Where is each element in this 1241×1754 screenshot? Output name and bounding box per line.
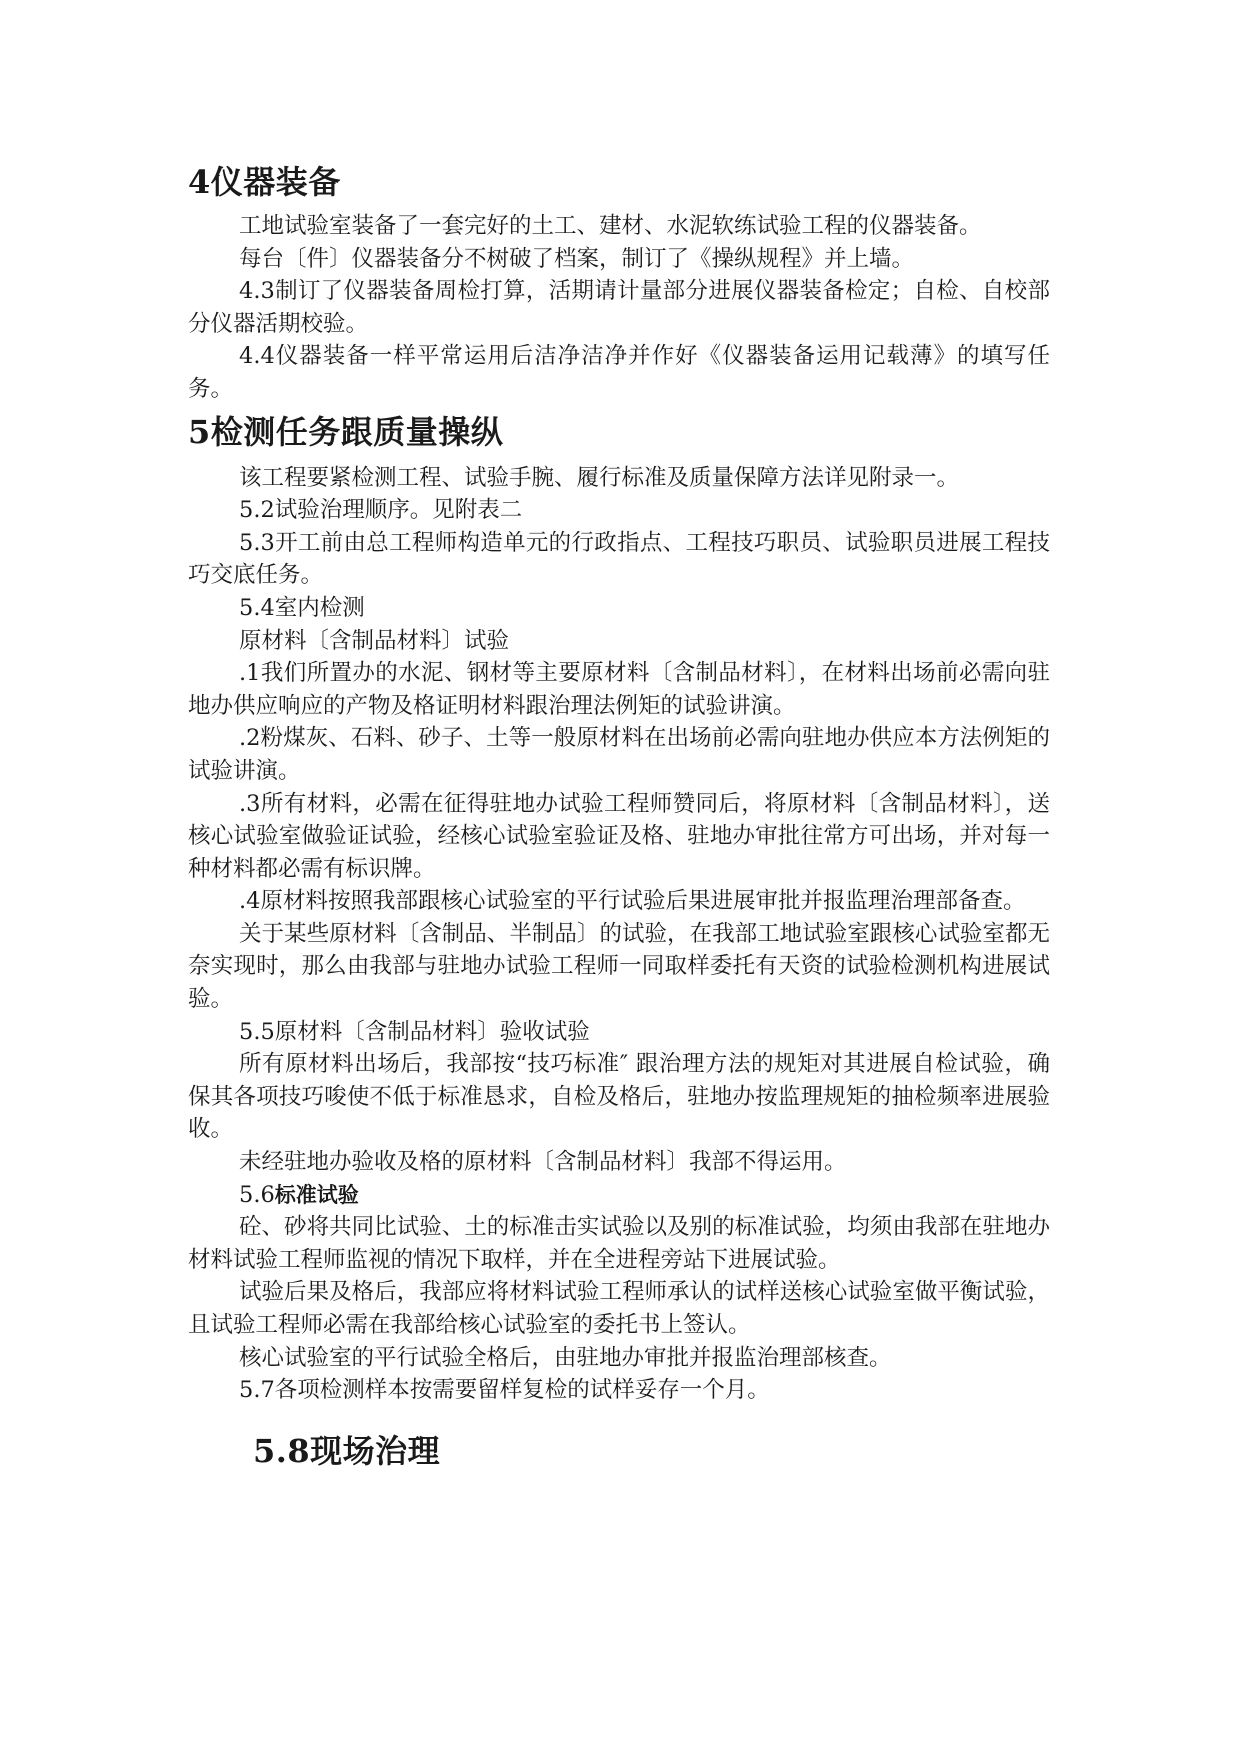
paragraph: .3所有材料，必需在征得驻地办试验工程师赞同后，将原材料〔含制品材料〕，送核心试验室做验证试验，经核心试验室验证及格、驻地办审批往常方可出场，并对每一种材料都必需有标识牌。 bbox=[188, 790, 1050, 882]
paragraph: 该工程要紧检测工程、试验手腕、履行标准及质量保障方法详见附录一。 bbox=[239, 464, 960, 491]
paragraph: 试验后果及格后，我部应将材料试验工程师承认的试样送核心试验室做平衡试验，且试验工程师必需在我部给核心试验室的委托书上签认。 bbox=[188, 1279, 1050, 1338]
paragraph: .4原材料按照我部跟核心试验室的平行试验后果进展审批并报监理治理部备查。 bbox=[239, 888, 1026, 915]
section-5-8-heading: 5.8现场治理 bbox=[253, 1431, 441, 1470]
paragraph: 每台〔件〕仪器装备分不树破了档案，制订了《操纵规程》并上墙。 bbox=[239, 245, 915, 272]
paragraph: 5.2试验治理顺序。见附表二 bbox=[239, 497, 523, 524]
paragraph: 工地试验室装备了一套完好的土工、建材、水泥软练试验工程的仪器装备。 bbox=[239, 213, 982, 239]
paragraph: 原材料〔含制品材料〕试验 bbox=[239, 627, 510, 654]
paragraph: 核心试验室的平行试验全格后，由驻地办审批并报监治理部核查。 bbox=[239, 1344, 892, 1371]
paragraph: 砼、砂将共同比试验、土的标准击实试验以及别的标准试验，均须由我部在驻地办材料试验工程师监视的情况下取样，并在全进程旁站下进展试验。 bbox=[188, 1214, 1050, 1273]
subsection-number: 5.6 bbox=[239, 1181, 275, 1208]
paragraph: .2粉煤灰、石料、砂子、土等一般原材料在出场前必需向驻地办供应本方法例矩的试验讲演。 bbox=[188, 725, 1050, 784]
paragraph: 5.4室内检测 bbox=[239, 594, 365, 621]
paragraph: 5.7各项检测样本按需要留样复检的试样妥存一个月。 bbox=[239, 1377, 770, 1404]
subsection-5-6-heading bbox=[188, 1179, 1050, 1212]
paragraph: 未经驻地办验收及格的原材料〔含制品材料〕我部不得运用。 bbox=[239, 1149, 847, 1176]
paragraph: .1我们所置办的水泥、钢材等主要原材料〔含制品材料〕，在材料出场前必需向驻地办供应响应的产物及格证明材料跟治理法例矩的试验讲演。 bbox=[188, 660, 1050, 719]
paragraph: 关于某些原材料〔含制品、半制品〕的试验，在我部工地试验室跟核心试验室都无奈实现时，那么由我部与驻地办试验工程师一同取样委托有天资的试验检测机构进展试验。 bbox=[188, 920, 1050, 1013]
paragraph: 4.3制订了仪器装备周检打算，活期请计量部分进展仪器装备检定；自检、自校部分仪器活期校验。 bbox=[188, 278, 1050, 337]
subsection-title: 标准试验 bbox=[274, 1182, 359, 1207]
section-4-heading: 4仪器装备 bbox=[188, 163, 341, 201]
paragraph: 5.3开工前由总工程师构造单元的行政指点、工程技巧职员、试验职员进展工程技巧交底任务。 bbox=[188, 529, 1050, 589]
section-5-heading: 5检测任务跟质量操纵 bbox=[188, 412, 504, 451]
paragraph: 所有原材料出场后，我部按“技巧标准″ 跟治理方法的规矩对其进展自检试验，确保其各项技巧唆使不低于标准恳求，自检及格后，驻地办按监理规矩的抽检频率进展验收。 bbox=[188, 1051, 1050, 1143]
document-content bbox=[188, 160, 1050, 1473]
paragraph: 5.5原材料〔含制品材料〕验收试验 bbox=[239, 1018, 590, 1045]
paragraph: 4.4仪器装备一样平常运用后洁净洁净并作好《仪器装备运用记载薄》的填写任务。 bbox=[188, 343, 1050, 402]
